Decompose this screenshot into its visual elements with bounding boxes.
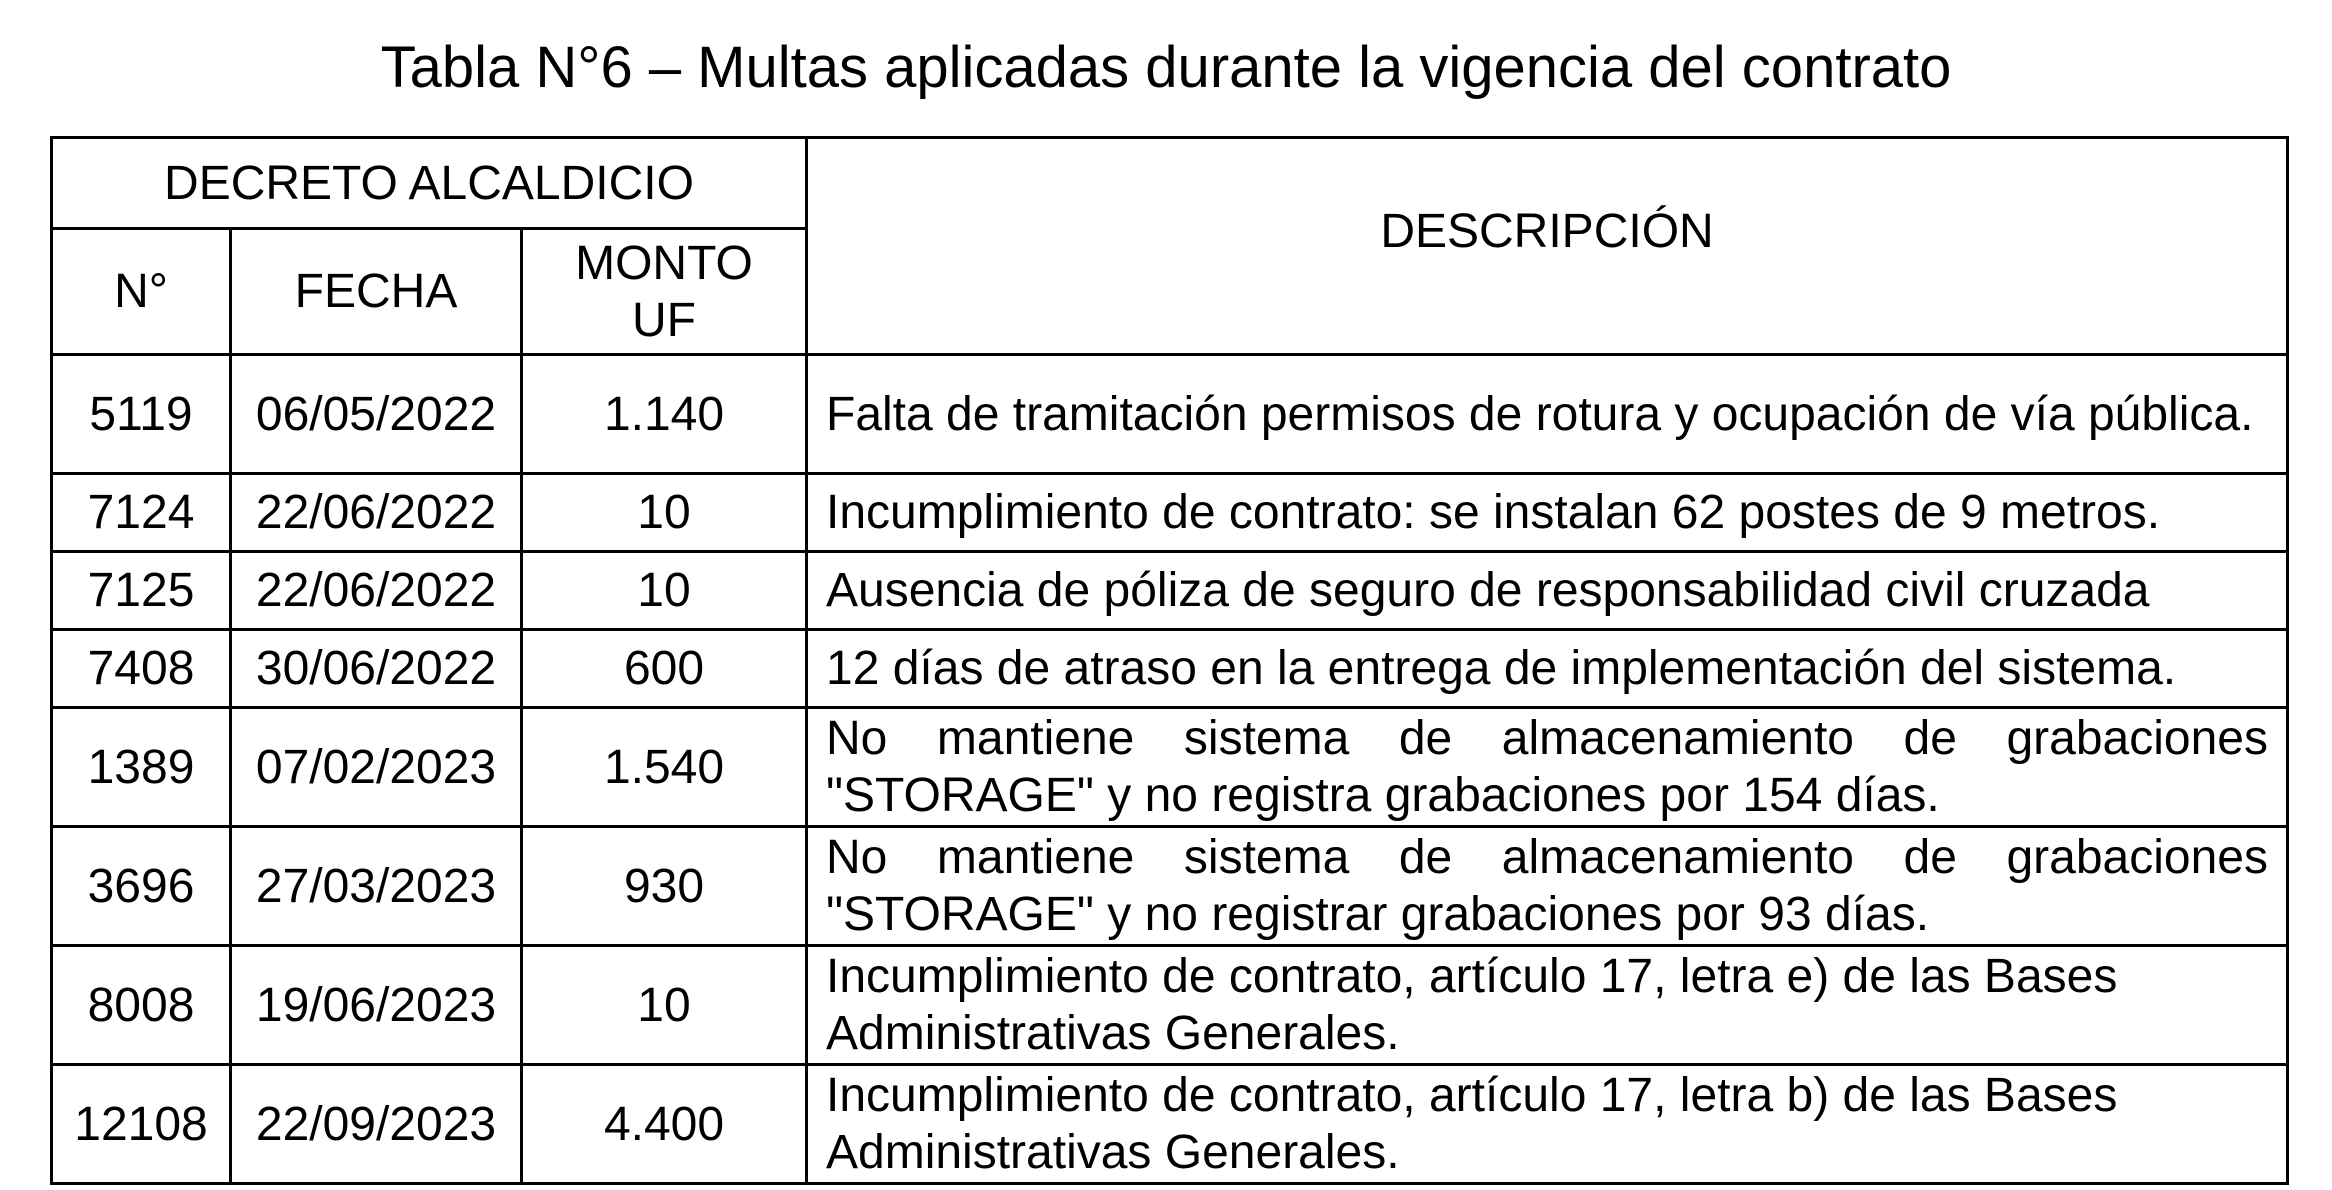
header-fecha: FECHA <box>231 229 522 355</box>
table-row <box>52 946 2288 1065</box>
decree-date: 22/09/2023 <box>231 1065 522 1184</box>
fine-description: Incumplimiento de contrato, artículo 17, letra b) de las Bases Administrativas Generales. <box>807 1065 2288 1184</box>
header-monto-label: MONTO <box>575 236 753 290</box>
fine-amount-uf: 1.140 <box>522 355 807 474</box>
fine-description: Incumplimiento de contrato: se instalan 62 postes de 9 metros. <box>807 474 2288 552</box>
fine-amount-uf: 10 <box>522 946 807 1065</box>
table-row <box>52 630 2288 708</box>
decree-date: 30/06/2022 <box>231 630 522 708</box>
decree-number: 12108 <box>52 1065 231 1184</box>
table-row <box>52 552 2288 630</box>
decree-date: 22/06/2022 <box>231 552 522 630</box>
header-uf-label: UF <box>632 293 696 347</box>
decree-number: 7125 <box>52 552 231 630</box>
header-row-group <box>52 138 2288 229</box>
table-row <box>52 355 2288 474</box>
header-descripcion: DESCRIPCIÓN <box>807 138 2288 355</box>
table-row <box>52 474 2288 552</box>
fine-description: No mantiene sistema de almacenamiento de grabaciones "STORAGE" y no registra grabaciones por 154 días. <box>807 708 2288 827</box>
decree-date: 06/05/2022 <box>231 355 522 474</box>
fine-amount-uf: 1.540 <box>522 708 807 827</box>
decree-number: 7408 <box>52 630 231 708</box>
fine-description: Incumplimiento de contrato, artículo 17, letra e) de las Bases Administrativas Generales. <box>807 946 2288 1065</box>
header-decreto-alcaldicio: DECRETO ALCALDICIO <box>52 138 807 229</box>
table-row <box>52 708 2288 827</box>
decree-number: 1389 <box>52 708 231 827</box>
fine-description: No mantiene sistema de almacenamiento de grabaciones "STORAGE" y no registrar grabaciones por 93 días. <box>807 827 2288 946</box>
decree-number: 7124 <box>52 474 231 552</box>
decree-number: 5119 <box>52 355 231 474</box>
table-row <box>52 1065 2288 1184</box>
fine-amount-uf: 4.400 <box>522 1065 807 1184</box>
fine-amount-uf: 10 <box>522 552 807 630</box>
fine-amount-uf: 930 <box>522 827 807 946</box>
decree-number: 8008 <box>52 946 231 1065</box>
decree-date: 07/02/2023 <box>231 708 522 827</box>
fine-description: Falta de tramitación permisos de rotura y ocupación de vía pública. <box>807 355 2288 474</box>
decree-number: 3696 <box>52 827 231 946</box>
header-monto-uf <box>522 229 807 355</box>
fine-description: Ausencia de póliza de seguro de responsabilidad civil cruzada <box>807 552 2288 630</box>
header-number: N° <box>52 229 231 355</box>
fine-description: 12 días de atraso en la entrega de implementación del sistema. <box>807 630 2288 708</box>
decree-date: 27/03/2023 <box>231 827 522 946</box>
fine-amount-uf: 600 <box>522 630 807 708</box>
fines-table <box>50 136 2289 1185</box>
fine-amount-uf: 10 <box>522 474 807 552</box>
table-row <box>52 827 2288 946</box>
decree-date: 19/06/2023 <box>231 946 522 1065</box>
table-title: Tabla N°6 – Multas aplicadas durante la vigencia del contrato <box>380 35 1952 100</box>
decree-date: 22/06/2022 <box>231 474 522 552</box>
